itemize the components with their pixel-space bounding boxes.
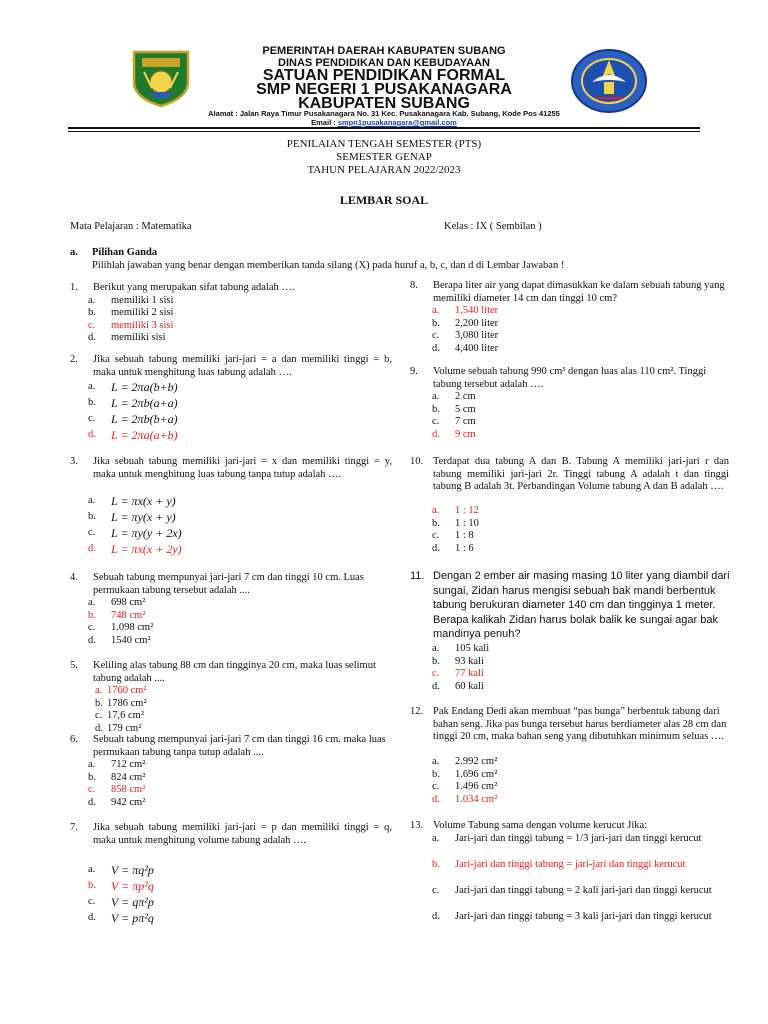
option-letter: b. [432,655,440,667]
option-letter: a. [432,505,440,516]
option-text: 748 cm² [111,609,146,621]
question-number: 6. [70,734,78,745]
option-text: 2,200 liter [455,317,499,329]
option-text: 9 cm [455,428,476,440]
option-text: 1760 cm² [107,685,147,696]
option-letter: c. [88,622,96,633]
question-text: Volume Tabung sama dengan volume kerucut Jika: [433,820,648,831]
option-text: 60 kali [455,680,484,692]
question-text: Berapa liter air yang dapat dimasukkan ke dalam sebuah tabung yang memiliki diameter 14 cm dan tinggi 10 cm? [433,280,725,304]
option-text: L = 2πb(b+a) [111,412,178,426]
option-text: 942 cm² [111,796,146,808]
option-text: Jari-jari dan tinggi tabung = 2 kali jari-jari dan tinggi kerucut [455,884,712,896]
question-text: Pak Endang Dedi akan membuat “pas bunga” berbentuk tabung dari bahan seng. Jika pas bunga tersebut harus berdiameter alas 28 cm dan tinggi 20 cm, maka bahan seng yang dibutuhkan minimum seluas …. [433,706,727,742]
option-letter: a. [95,685,103,696]
option-letter: a. [88,597,96,608]
option-text: 1.098 cm² [111,622,154,633]
option-letter: d. [88,543,96,554]
option-text: 1 : 8 [455,530,474,541]
option-b-correct[interactable] [432,859,712,885]
header-divider [68,127,700,129]
option-text: 2 cm [455,391,476,402]
option-text: 1.696 cm² [455,768,498,780]
question-text: Terdapat dua tabung A dan B. Tabung A memiliki jari-jari r dan tabung memiliki jari-jari 2r. Tinggi tabung A adalah t dan tinggi tabung B adalah 3t. Perbandingan Volume tabung A dan B adalah …. [433,456,729,492]
option-letter: b. [95,697,103,709]
question-number: 1. [70,282,78,293]
option-text: memiliki sisi [111,332,166,343]
header-line-regency: KABUPATEN SUBANG [298,95,470,112]
option-letter: c. [88,413,96,424]
option-text: V = πp²q [111,879,154,893]
option-text: 1540 cm² [111,634,151,646]
email-link[interactable]: smpn1pusakanagara@gmail.com [337,118,457,127]
option-text: 105 kali [455,643,490,654]
header-line-school: SMP NEGERI 1 PUSAKANAGARA [256,81,512,98]
option-text: 1786 cm² [107,697,147,709]
option-letter: b. [432,517,440,529]
option-letter: a. [432,643,440,654]
option-letter: a. [88,759,96,770]
option-text: 93 kali [455,655,484,667]
header-email [0,118,768,127]
question-number: 12. [410,706,424,717]
question-text: Jika sebuah tabung memiliki jari-jari = p dan memiliki tinggi = q, maka untuk menghitung volume tabung adalah …. [93,822,392,846]
option-text: 824 cm² [111,771,146,783]
option-text: 1,540 liter [455,305,499,316]
option-text: memiliki 2 sisi [111,307,174,318]
option-text: 1 : 12 [455,505,479,516]
question-text: Jika sebuah tabung memiliki jari-jari = a dan memiliki tinggi = b, maka untuk menghitung luas tabung adalah …. [93,354,392,378]
option-letter: c. [88,527,96,538]
option-letter: a. [432,832,440,844]
option-letter: d. [88,912,96,923]
option-letter: d. [88,429,96,440]
question-text: Sebuah tabung mempunyai jari-jari 7 cm dan tinggi 10 cm. Luas permukaan tabung tersebut adalah .... [93,572,364,596]
option-letter: b. [88,511,96,522]
subject-info: Mata Pelajaran : Matematika [70,221,192,232]
option-text: 77 kali [455,668,484,679]
option-letter: b. [432,768,440,780]
option-letter: c. [432,416,440,427]
question-number: 2. [70,354,78,365]
question-text: Dengan 2 ember air masing masing 10 liter yang diambil dari sungai, Zidan harus mengisi sebuah bak mandi berbentuk tabung berukuran diameter 140 cm dan tingginya 1 meter. Berapa kalikah Zidan harus bolak balik ke sungai agar bak mandinya penuh? [433,570,730,640]
option-text: 5 cm [455,403,476,415]
option-text: L = πx(x + y) [111,494,176,508]
option-text: memiliki 3 sisi [111,319,174,331]
option-letter: d. [432,680,440,692]
option-text: 2.992 cm² [455,756,498,767]
option-letter: c. [432,668,440,679]
option-letter: c. [88,319,96,331]
exam-title: PENILAIAN TENGAH SEMESTER (PTS) [286,138,482,150]
option-text: 17,6 cm² [107,710,144,721]
sheet-title: LEMBAR SOAL [339,193,429,207]
option-letter: b. [88,609,96,621]
option-letter: c. [432,530,440,541]
option-text: L = πy(x + y) [111,510,176,524]
option-text: Jari-jari dan tinggi tabung = 3 kali jari-jari dan tinggi kerucut [455,910,712,922]
header-divider-thin [68,131,700,132]
option-text: memiliki 1 sisi [111,294,174,306]
option-letter: c. [432,781,440,792]
option-letter: c. [95,710,103,721]
option-letter: a. [88,495,96,506]
option-letter: a. [88,381,96,392]
option-d[interactable] [432,911,712,937]
option-text: 1 : 6 [455,542,474,554]
option-letter: d. [432,428,440,440]
option-text: L = πy(y + 2x) [111,526,182,540]
option-text: 1 : 10 [455,517,479,529]
option-text: L = πx(x + 2y) [111,542,182,556]
option-letter: c. [432,330,440,341]
option-text: Jari-jari dan tinggi tabung = 1/3 jari-jari dan tinggi kerucut [455,832,702,844]
option-text: Jari-jari dan tinggi tabung = jari-jari dan tinggi kerucut [455,858,686,870]
option-letter: b. [88,880,96,891]
question-number: 13. [410,820,424,831]
question-number: 9. [410,366,418,377]
option-text: 7 cm [455,416,476,427]
option-text: V = πq²p [111,863,154,877]
option-letter: b. [88,307,96,318]
section-letter: a. [70,247,78,258]
header-address: Alamat : Jalan Raya Timur Pusakanagara No. 31 Kec. Pusakanagara Kab. Subang, Kode Pos 41255 [208,109,560,118]
option-text: 4,400 liter [455,342,499,354]
option-text: L = 2πa(b+b) [111,380,178,394]
question-number: 11. [410,570,425,582]
option-letter: b. [88,771,96,783]
option-letter: d. [432,910,440,922]
option-c[interactable] [432,885,712,911]
header-line-government: PEMERINTAH DAERAH KABUPATEN SUBANG [262,45,506,57]
email-label: Email : [311,118,338,127]
option-letter: c. [88,896,96,907]
option-letter: d. [88,332,96,343]
option-letter: b. [432,858,440,870]
section-title: Pilihan Ganda [92,247,158,258]
question-text: Jika sebuah tabung memiliki jari-jari = x dan memiliki tinggi = y, maka untuk menghitung luas tabung tanpa tutup adalah …. [93,456,392,480]
option-text: 1.034 cm² [455,793,498,805]
header-line-unit: SATUAN PENDIDIKAN FORMAL [262,67,506,84]
question-text: Keliling alas tabung 88 cm dan tingginya 20 cm, maka luas selimut tabung adalah .... [93,660,376,684]
option-letter: a. [432,305,440,316]
option-letter: a. [432,391,440,402]
option-letter: d. [432,342,440,354]
question-text: Berikut yang merupakan sifat tabung adalah …. [93,282,295,293]
option-letter: a. [88,864,96,875]
question-text: Sebuah tabung mempunyai jari-jari 7 cm dan tinggi 16 cm. maka luas permukaan tabung tanpa tutup adalah .... [93,734,386,758]
option-letter: d. [432,793,440,805]
question-number: 3. [70,456,78,467]
class-info: Kelas : IX ( Sembilan ) [444,221,542,232]
option-text: 179 cm² [107,722,142,734]
option-letter: b. [432,317,440,329]
header-line-department: DINAS PENDIDIKAN DAN KEBUDAYAAN [278,57,490,69]
section-directions: Pilihlah jawaban yang benar dengan memberikan tanda silang (X) pada huruf a, b, c, dan d di Lembar Jawaban ! [92,260,565,271]
option-text: V = pπ²q [111,911,154,925]
question-text: Volume sebuah tabung 990 cm³ dengan luas alas 110 cm². Tinggi tabung tersebut adalah …. [433,366,707,390]
option-letter: a. [88,294,96,306]
option-text: 3,080 liter [455,330,499,341]
question-number: 4. [70,572,78,583]
question-number: 8. [410,280,418,291]
option-letter: c. [432,884,440,896]
option-text: L = 2πa(a+b) [111,428,178,442]
option-letter: c. [88,784,96,795]
option-a[interactable] [432,833,712,859]
option-letter: d. [88,796,96,808]
question-number: 5. [70,660,78,671]
option-list [432,833,712,937]
option-letter: d. [95,722,103,734]
question-number: 7. [70,822,78,833]
option-letter: b. [88,397,96,408]
option-text: 1.496 cm² [455,781,498,792]
question-number: 10. [410,456,424,467]
option-letter: d. [88,634,96,646]
option-text: 858 cm² [111,784,146,795]
option-text: 698 cm² [111,597,146,608]
option-text: V = qπ²p [111,895,154,909]
option-text: 712 cm² [111,759,146,770]
academic-year: TAHUN PELAJARAN 2022/2023 [307,164,461,176]
option-letter: a. [432,756,440,767]
option-text: L = 2πb(a+a) [111,396,178,410]
option-letter: d. [432,542,440,554]
option-letter: b. [432,403,440,415]
letterhead [0,0,768,130]
semester-title: SEMESTER GENAP [336,151,432,163]
